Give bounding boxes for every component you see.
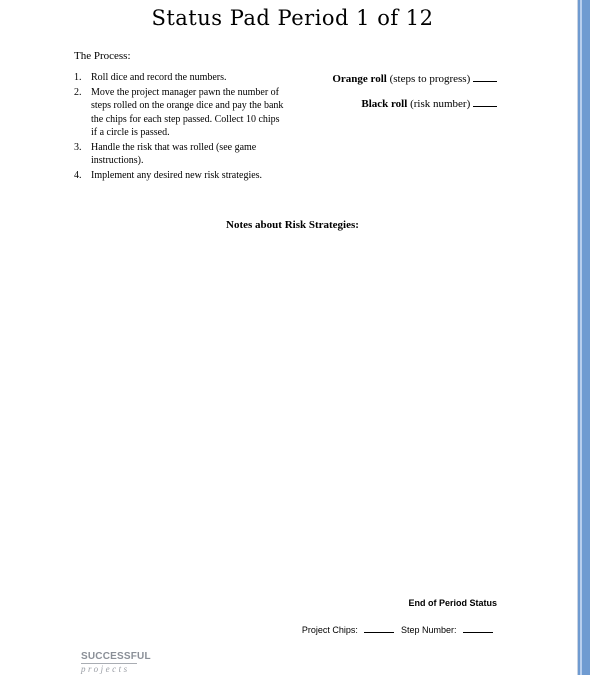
orange-roll-line [332,72,497,85]
process-heading: The Process: [74,50,131,62]
orange-roll-label: Orange roll [332,73,387,85]
successful-projects-logo [81,651,151,674]
project-chips-blank[interactable] [364,624,394,633]
project-chips-label: Project Chips: [301,625,358,635]
end-status-heading: End of Period Status [408,598,497,608]
step-number: 2. [74,86,82,98]
orange-roll-blank[interactable] [473,72,497,82]
black-roll-blank[interactable] [473,97,497,107]
window-frame-edge [578,0,590,675]
logo-line2: projects [81,664,130,674]
process-steps-list [74,71,284,183]
black-roll-label: Black roll [361,98,408,110]
list-item [74,169,284,183]
step-number: 4. [74,169,82,181]
step-number: 3. [74,141,82,153]
step-number: 1. [74,72,82,83]
black-roll-desc: (risk number) [410,98,471,110]
black-roll-line [332,97,497,110]
list-item [74,71,284,85]
orange-roll-desc: (steps to progress) [389,73,471,85]
dice-rolls [332,72,497,122]
step-text: Handle the risk that was rolled (see game instructions). [91,141,257,166]
list-item [74,141,284,168]
logo-line1: SUCCESSFUL [81,651,151,662]
page-title: Status Pad Period 1 of 12 [151,6,434,30]
end-status-fields [302,624,497,635]
step-number-label: Step Number: [400,625,457,635]
notes-heading: Notes about Risk Strategies: [226,219,359,231]
step-text: Implement any desired new risk strategies. [91,169,263,181]
list-item [74,86,284,140]
step-text: Roll dice and record the numbers. [91,72,227,83]
step-number-blank[interactable] [463,624,493,633]
step-text: Move the project manager pawn the number of steps rolled on the orange dice and pay the bank the chips for each step passed. Collect 10 chips if a circle is passed. [91,86,284,138]
